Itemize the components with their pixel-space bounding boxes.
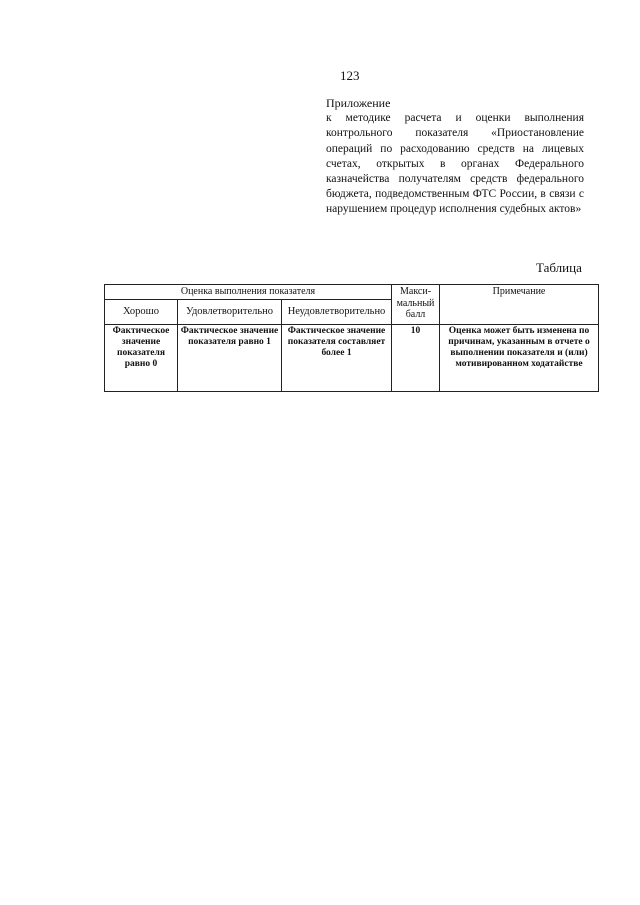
header-unsatisfactory: Неудовлетворительно (282, 300, 392, 325)
table-caption: Таблица (536, 260, 582, 275)
evaluation-table (104, 284, 599, 392)
appendix-body: к методике расчета и оценки выполнения контрольного показателя «Приостановление операций по расходованию средств на лицевых счетах, открытых в органах Федерального казначейства получателям средств федерального бюджета, подведомственным ФТС России, в связи с нарушением процедур исполнения судебных актов» (326, 112, 584, 216)
cell-good: Фактическое значение показателя равно 0 (105, 325, 178, 392)
header-evaluation: Оценка выполнения показателя (105, 285, 392, 300)
header-good: Хорошо (105, 300, 178, 325)
cell-max-score: 10 (392, 325, 440, 392)
cell-note: Оценка может быть изменена по причинам, указанным в отчете о выполнении показателя и (или) мотивированном ходатайстве (440, 325, 599, 392)
appendix-title: Приложение (326, 96, 391, 110)
header-note: Примечание (440, 285, 599, 325)
appendix-block (326, 96, 584, 218)
header-satisfactory: Удовлетворительно (178, 300, 282, 325)
header-max-score: Макси-мальный балл (392, 285, 440, 325)
cell-satisfactory: Фактическое значение показателя равно 1 (178, 325, 282, 392)
cell-unsatisfactory: Фактическое значение показателя составляет более 1 (282, 325, 392, 392)
table-row (105, 325, 599, 392)
page-number: 123 (340, 68, 360, 83)
table-header-row (105, 285, 599, 300)
